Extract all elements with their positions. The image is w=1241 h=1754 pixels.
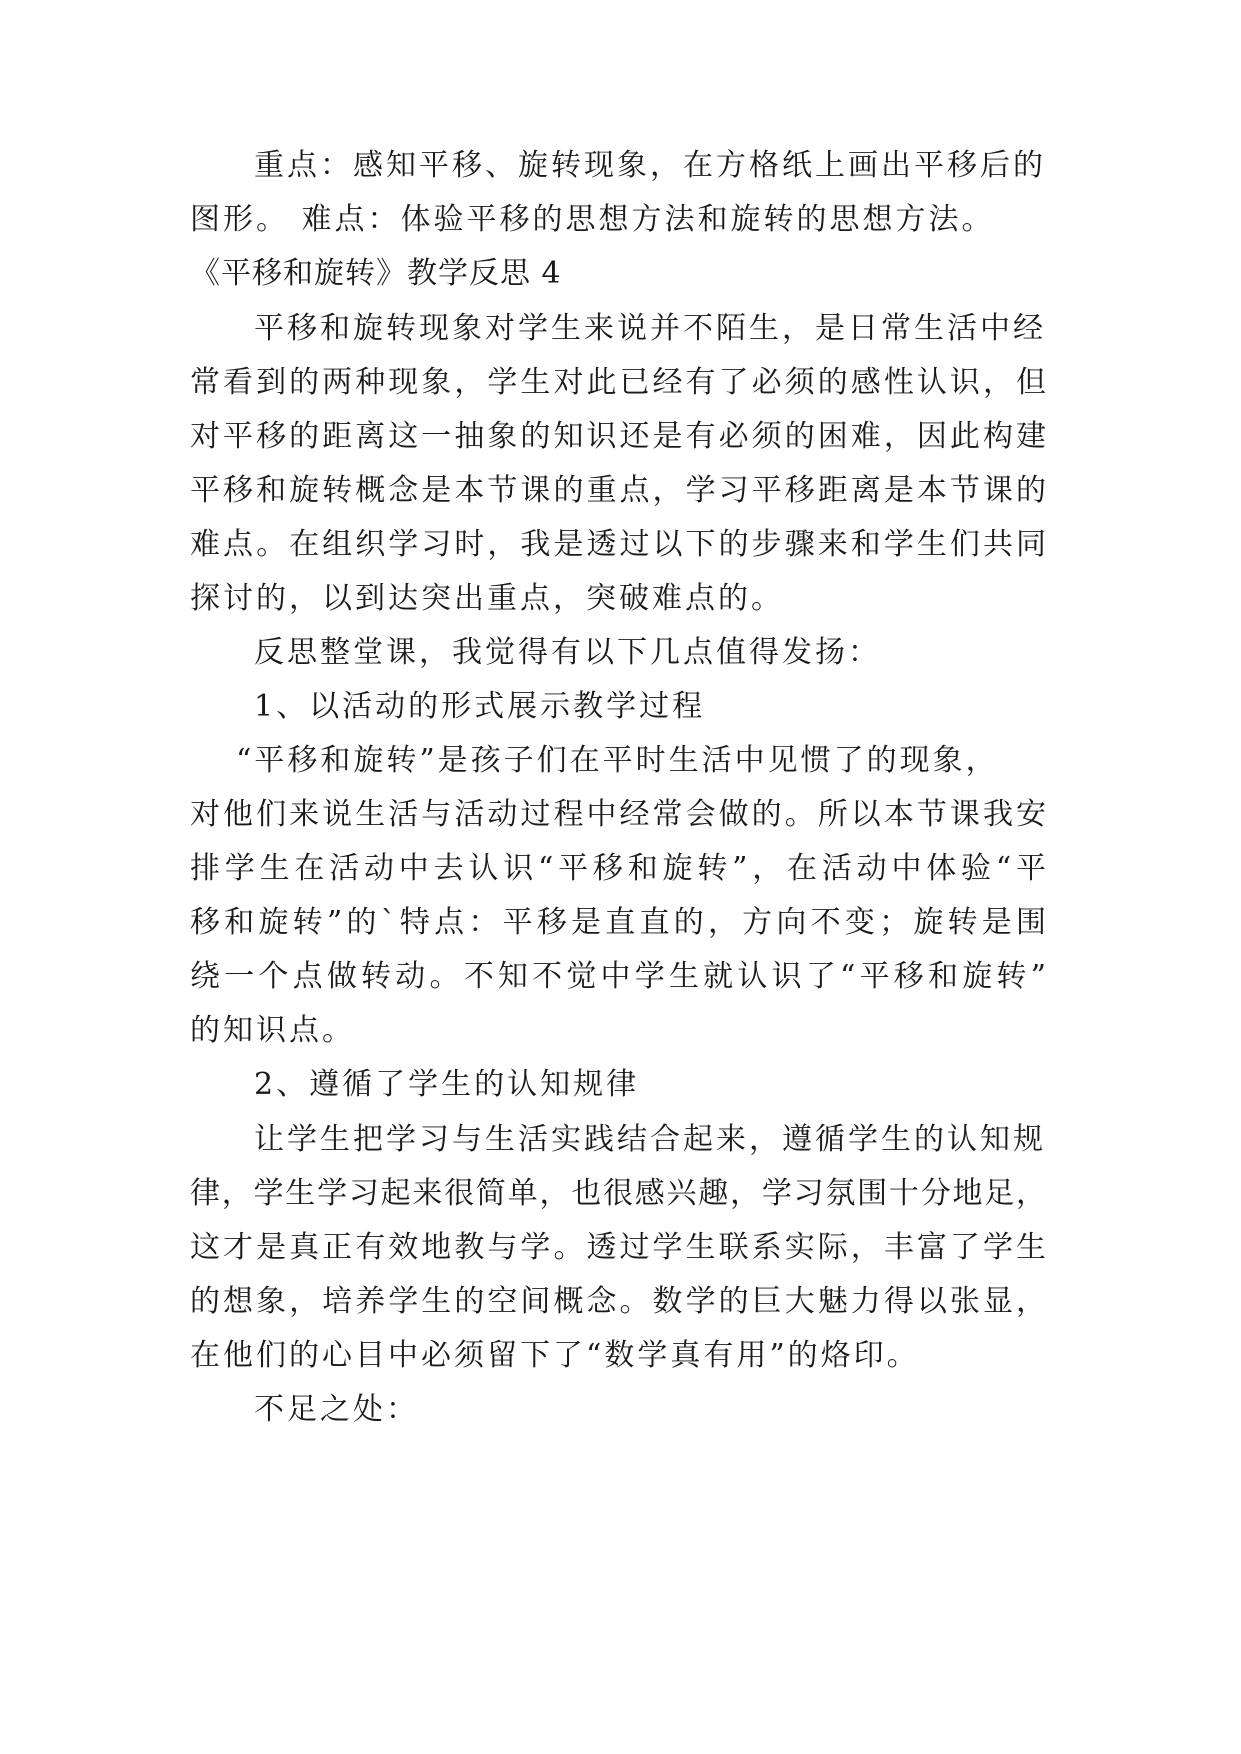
paragraph-line: 的想象，培养学生的空间概念。数学的巨大魅力得以张显， xyxy=(190,1284,1046,1319)
paragraph-line: 对平移的距离这一抽象的知识还是有必须的困难，因此构建 xyxy=(190,419,1046,454)
paragraph-line: 对他们来说生活与活动过程中经常会做的。所以本节课我安 xyxy=(190,797,1046,832)
paragraph-line: 排学生在活动中去认识“平移和旋转”，在活动中体验“平 xyxy=(190,851,1046,886)
paragraph-line: 图形。 难点：体验平移的思想方法和旋转的思想方法。 xyxy=(190,202,995,237)
paragraph-line: 绕一个点做转动。不知不觉中学生就认识了“平移和旋转” xyxy=(190,959,1046,994)
list-heading: 2、遵循了学生的认知规律 xyxy=(254,1067,640,1102)
paragraph-line: 这才是真正有效地教与学。透过学生联系实际，丰富了学生 xyxy=(190,1230,1046,1265)
paragraph-line: 平移和旋转概念是本节课的重点，学习平移距离是本节课的 xyxy=(190,473,1046,508)
paragraph-line: 反思整堂课，我觉得有以下几点值得发扬： xyxy=(254,635,881,670)
paragraph-line: 重点：感知平移、旋转现象，在方格纸上画出平移后的 xyxy=(254,148,1046,183)
list-heading: 1、以活动的形式展示教学过程 xyxy=(254,689,706,724)
paragraph-line: 让学生把学习与生活实践结合起来，遵循学生的认知规 xyxy=(254,1122,1046,1157)
paragraph-line: 律，学生学习起来很简单，也很感兴趣，学习氛围十分地足， xyxy=(190,1176,1046,1211)
paragraph-line: 平移和旋转现象对学生来说并不陌生，是日常生活中经 xyxy=(254,311,1046,346)
paragraph-line: 常看到的两种现象，学生对此已经有了必须的感性认识，但 xyxy=(190,365,1046,400)
paragraph-line: “平移和旋转”是孩子们在平时生活中见惯了的现象， xyxy=(236,743,999,778)
section-heading: 《平移和旋转》教学反思 4 xyxy=(190,256,562,291)
paragraph-line: 移和旋转”的`特点：平移是直直的，方向不变；旋转是围 xyxy=(190,905,1046,940)
paragraph-line: 不足之处： xyxy=(254,1392,419,1427)
paragraph-line: 在他们的心目中必须留下了“数学真有用”的烙印。 xyxy=(190,1338,920,1373)
paragraph-line: 难点。在组织学习时，我是透过以下的步骤来和学生们共同 xyxy=(190,527,1046,562)
paragraph-line: 的知识点。 xyxy=(190,1013,355,1048)
paragraph-line: 探讨的，以到达突出重点，突破难点的。 xyxy=(190,581,784,616)
